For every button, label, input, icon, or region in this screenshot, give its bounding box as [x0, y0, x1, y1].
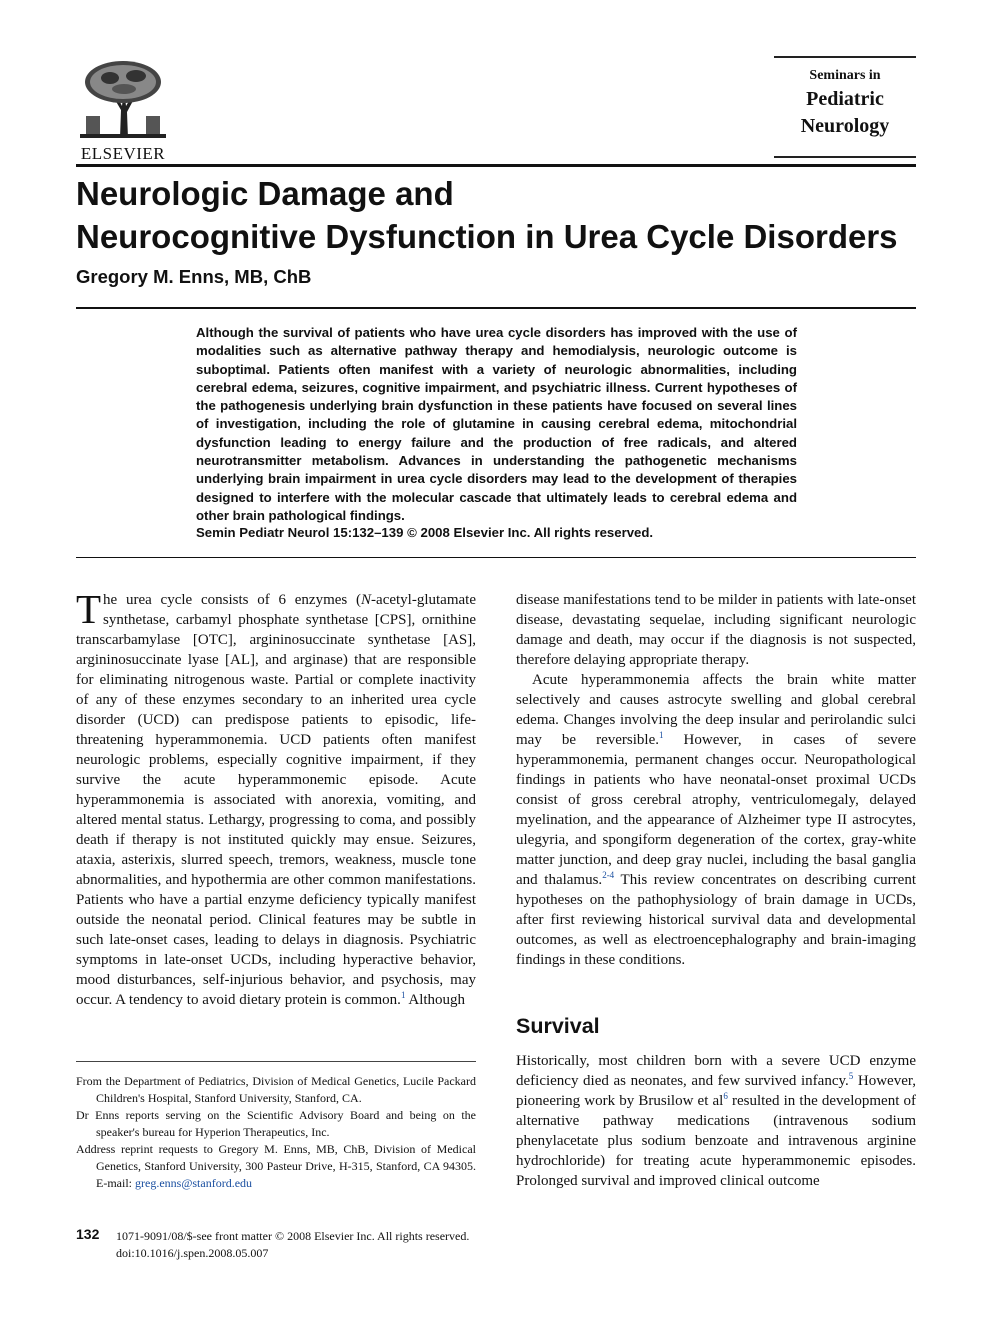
body-column-right-survival	[516, 1051, 916, 1191]
footnote-divider	[76, 1061, 476, 1062]
footnote-address: Address reprint requests to Gregory M. Enns, MB, ChB, Division of Medical Genetics, Stanford University, 300 Pasteur Drive, H-315, Stanford, CA 94305. E-mail: greg.enns@stanford.edu	[76, 1142, 476, 1190]
title-line-2: Neurocognitive Dysfunction in Urea Cycle Disorders	[76, 218, 898, 255]
journal-line-2: Pediatric	[806, 88, 884, 110]
reference-link[interactable]: 1	[658, 730, 664, 740]
elsevier-logo	[76, 58, 170, 163]
reference-link[interactable]: 6	[723, 1091, 728, 1101]
journal-masthead	[774, 56, 916, 158]
footnotes	[76, 1073, 476, 1192]
article-author: Gregory M. Enns, MB, ChB	[76, 266, 312, 287]
paragraph: Acute hyperammonemia affects the brain white matter selectively and causes astrocyte swelling and global cerebral edema. Changes involving the deep insular and perirolandic sulci may be reversible.$^1$ However, in cases of severe hyperammonemia, permanent changes occur. Neuropathological findings in patients who have neonatal-onset proximal UCDs consist of gross cerebral atrophy, ventriculomegaly, delayed myelination, and the appearance of Alzheimer type II astrocytes, ulegyria, and spongiform degeneration of the cortex, gray-white matter junction, and deep gray nuclei, including the basal ganglia and thalamus.$^{2-4}$ This review concentrates on describing current hypotheses on the pathophysiology of brain damage in UCDs, after first reviewing historical survival data and developmental outcomes, as well as electroencephalography and brain-imaging findings in these conditions.	[516, 672, 916, 968]
footer	[116, 1228, 469, 1262]
abstract-citation: Semin Pediatr Neurol 15:132–139 © 2008 Elsevier Inc. All rights reserved.	[196, 525, 654, 540]
reference-link[interactable]: 5	[848, 1071, 854, 1081]
body-column-right	[516, 590, 916, 970]
footnote-affiliation: From the Department of Pediatrics, Division of Medical Genetics, Lucile Packard Children's Hospital, Stanford University, Stanford, CA.	[76, 1074, 476, 1105]
paragraph: The urea cycle consists of 6 enzymes (N-acetyl-glutamate synthetase, carbamyl phosphate synthetase [CPS], ornithine transcarbamylase [OTC], argininosuccinate synthetase [AS], argininosuccinate lyase [AL], and arginase) that are responsible for eliminating nitrogenous waste. Partial or complete inactivity of any of these enzymes secondary to an inherited urea cycle disorder (UCD) can predispose patients to episodic, life-threatening hyperammonemia. UCD patients often manifest neurologic problems, especially cognitive impairment, if they survive the acute hyperammonemic episode. Acute hyperammonemia is associated with anorexia, vomiting, and altered mental status. Lethargy, progressing to coma, and possibly death if therapy is not instituted quickly may ensue. Seizures, ataxia, asterixis, slurred speech, tremors, weakness, muscle tone abnormalities, and hypothermia are other common manifestations. Patients who have a partial enzyme deficiency typically manifest outside the neonatal period. Clinical features may be subtle in such late-onset cases, leading to delays in diagnosis. Psychiatric symptoms in late-onset UCDs, including hyperactive behavior, mood disturbances, self-injurious behavior, and psychosis, may occur. A tendency to avoid dietary protein is common.$^1$ Although	[76, 586, 476, 1008]
reference-link[interactable]: 2-4	[602, 870, 615, 880]
title-line-1: Neurologic Damage and	[76, 175, 454, 212]
journal-line-3: Neurology	[800, 115, 890, 137]
article-title	[76, 172, 936, 258]
doi-line: doi:10.1016/j.spen.2008.05.007	[116, 1246, 269, 1260]
page-number: 132	[76, 1226, 100, 1242]
paragraph: Historically, most children born with a severe UCD enzyme deficiency died as neonates, and few survived infancy.$^5$ However, pioneering work by Brusilow et $al^6$ resulted in the development of alternative pathway medications (intravenous sodium phenylacetate plus sodium benzoate and intravenous arginine hydrochloride) for treating acute hyperammonemic episodes. Prolonged survival and improved clinical outcome	[516, 1053, 916, 1189]
drop-cap: T	[76, 586, 102, 632]
issn-line: 1071-9091/08/$-see front matter © 2008 Elsevier Inc. All rights reserved.	[116, 1229, 470, 1243]
abstract: Although the survival of patients who have urea cycle disorders has improved with the use of modalities such as alternative pathway therapy and hemodialysis, neurologic outcome is suboptimal. Patients often manifest with a variety of neurologic abnormalities, including cerebral edema, seizures, cognitive impairment, and psychiatric illness. Current hypotheses of the pathogenesis underlying brain dysfunction in these patients have focused on several lines of investigation, including the role of glutamine in causing cerebral edema, mitochondrial dysfunction leading to energy failure and the production of free radicals, and altered neurotransmitter metabolism. Advances in understanding the pathogenetic mechanisms underlying brain impairment in urea cycle disorders may lead to the development of therapies designed to interfere with the molecular cascade that ultimately leads to cerebral edema and other brain pathological findings.	[196, 325, 797, 523]
abstract-divider	[76, 557, 916, 558]
publisher-name: ELSEVIER	[80, 144, 166, 163]
email-link[interactable]: greg.enns@stanford.edu	[135, 1176, 253, 1190]
section-heading-survival: Survival	[516, 1014, 600, 1038]
reference-link[interactable]: 1	[400, 990, 406, 1000]
header-divider	[76, 164, 916, 167]
body-column-left	[76, 586, 476, 1010]
journal-line-1: Seminars in	[809, 68, 881, 83]
title-divider	[76, 307, 916, 309]
paragraph: disease manifestations tend to be milder in patients with late-onset disease, devastating sequelae, including significant neurologic damage and death, may occur if the diagnosis is not suspected, therefore delaying appropriate therapy.	[516, 592, 916, 668]
elsevier-tree-icon	[80, 58, 166, 138]
journal-name	[774, 86, 916, 140]
footnote-disclosure: Dr Enns reports serving on the Scientific Advisory Board and being on the speaker's bureau for Hyperion Therapeutics, Inc.	[76, 1108, 476, 1139]
